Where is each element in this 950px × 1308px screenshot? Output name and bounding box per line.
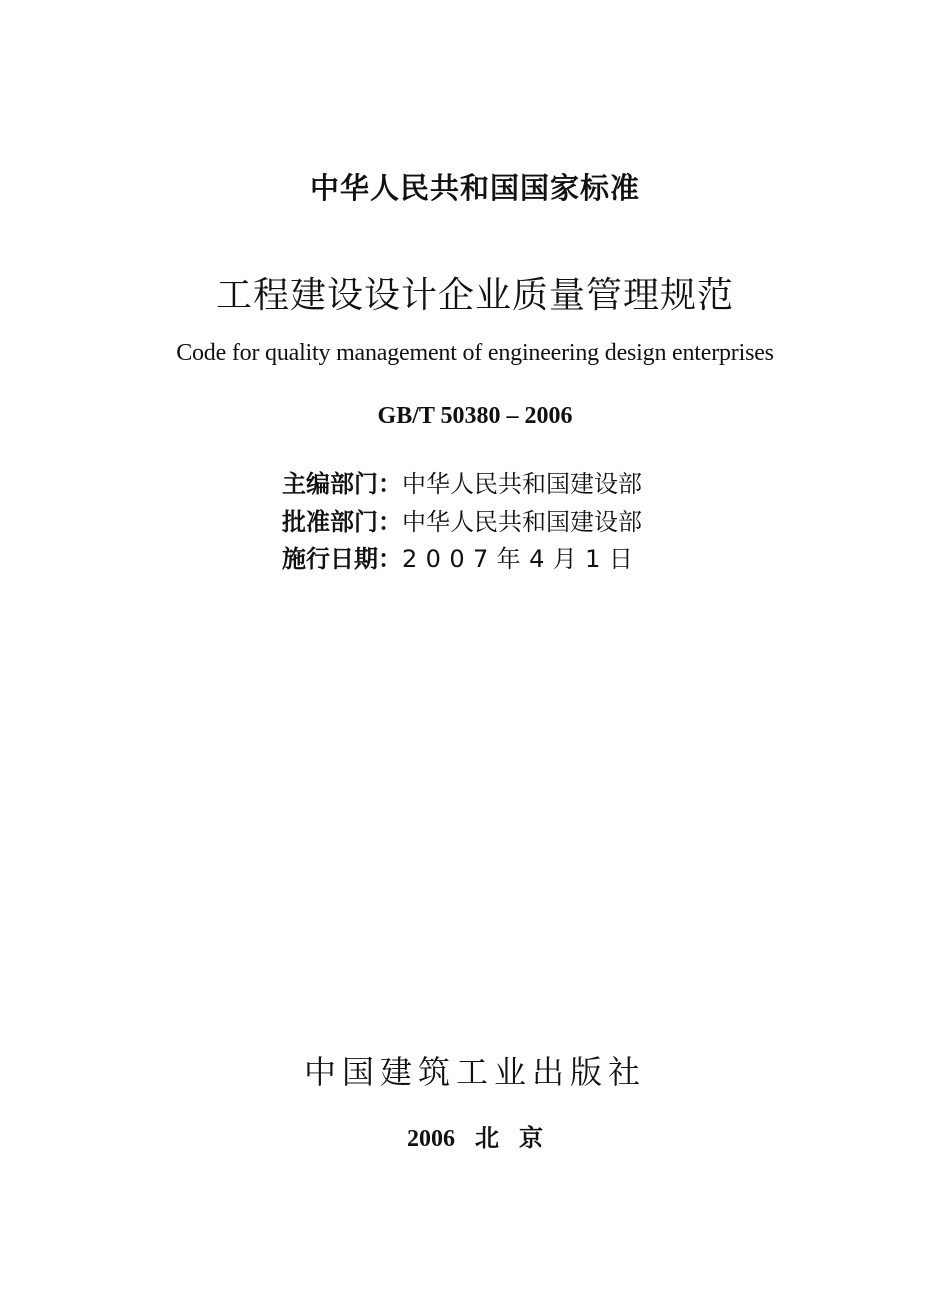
effective-date-value: 2007年4月1日 (402, 545, 642, 573)
approver-label: 批准部门： (282, 507, 402, 536)
publisher-name: 中国建筑工业出版社 (303, 1053, 646, 1091)
effective-date-label: 施行日期： (282, 545, 402, 573)
editor-label: 主编部门： (282, 470, 402, 498)
standard-category-label: 中华人民共和国国家标准 (309, 171, 640, 205)
document-title-english: Code for quality management of engineering design enterprises (176, 340, 774, 366)
approver-row (282, 504, 642, 542)
publication-meta (282, 466, 642, 579)
publication-year-place: 2006 北 京 (407, 1126, 543, 1152)
approver-value: 中华人民共和国建设部 (402, 507, 642, 536)
editor-value: 中华人民共和国建设部 (402, 470, 642, 498)
effective-date-row (282, 541, 642, 579)
document-title-chinese: 工程建设设计企业质量管理规范 (215, 275, 734, 316)
editor-row (282, 466, 642, 504)
standard-code: GB/T 50380 – 2006 (377, 403, 573, 429)
